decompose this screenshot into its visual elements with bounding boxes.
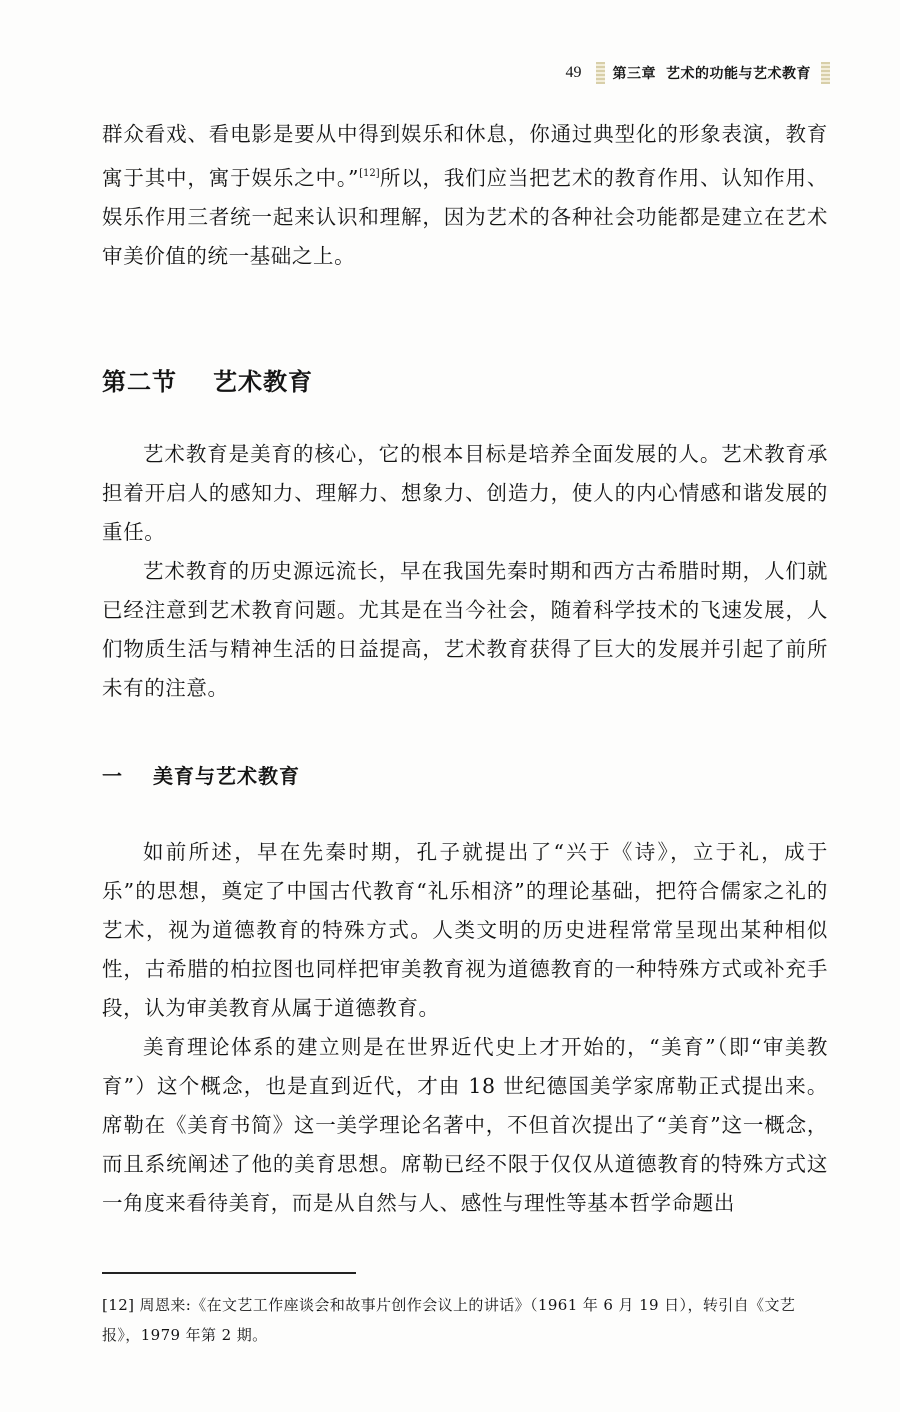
section-paragraph-2: 艺术教育的历史源远流长，早在我国先秦时期和西方古希腊时期，人们就已经注意到艺术教育问题。尤其是在当今社会，随着科学技术的飞速发展，人们物质生活与精神生活的日益提高，艺术教育获得了巨大的发展并引起了前所未有的注意。 [102,559,828,700]
header-ornament-right [821,62,830,84]
subsection-paragraph-1: 如前所述，早在先秦时期，孔子就提出了“兴于《诗》，立于礼，成于乐”的思想，奠定了中国古代教育“礼乐相济”的理论基础，把符合儒家之礼的艺术，视为道德教育的特殊方式。人类文明的历史进程常常呈现出某种相似性，古希腊的柏拉图也同样把审美教育视为道德教育的一种特殊方式或补充手段，认为审美教育从属于道德教育。 [102,840,828,1020]
chapter-number: 第三章 [612,66,656,82]
section-body [102,435,828,708]
page-number: 49 [565,64,582,81]
chapter-heading [613,63,812,83]
footnote: [12] 周恩来:《在文艺工作座谈会和故事片创作会议上的讲话》（1961 年 6 月 19 日），转引自《文艺报》，1979 年第 2 期。 [102,1296,796,1344]
subsection-heading [102,760,300,789]
section-title: 艺术教育 [213,368,313,396]
subsection-body [102,833,828,1223]
intro-paragraph [102,115,828,276]
footnote-reference[interactable]: [12] [359,168,380,179]
running-header [566,60,831,86]
subsection-paragraph-2: 美育理论体系的建立则是在世界近代史上才开始的，“美育”（即“审美教育”）这个概念，也是直到近代，才由 18 世纪德国美学家席勒正式提出来。席勒在《美育书简》这一美学理论名著中，不但首次提出了“美育”这一概念，而且系统阐述了他的美育思想。席勒已经不限于仅仅从道德教育的特殊方式这一角度来看待美育，而是从自然与人、感性与理性等基本哲学命题出 [102,1035,828,1215]
subsection-title: 美育与艺术教育 [153,764,300,788]
intro-text-part2: 所以，我们应当把艺术的教育作用、认知作用、娱乐作用三者统一起来认识和理解，因为艺术的各种社会功能都是建立在艺术审美价值的统一基础之上。 [102,166,828,268]
header-ornament-left [596,62,605,84]
intro-text-part1: 群众看戏、看电影是要从中得到娱乐和休息，你通过典型化的形象表演，教育寓于其中，寓于娱乐之中。” [102,122,828,190]
chapter-title: 艺术的功能与艺术教育 [666,66,811,82]
section-heading [102,362,313,397]
subsection-number: 一 [102,764,123,788]
intro-block [102,115,828,276]
section-number: 第二节 [102,368,177,396]
section-paragraph-1: 艺术教育是美育的核心，它的根本目标是培养全面发展的人。艺术教育承担着开启人的感知力、理解力、想象力、创造力，使人的内心情感和谐发展的重任。 [102,442,828,544]
footnote-divider [102,1272,356,1274]
